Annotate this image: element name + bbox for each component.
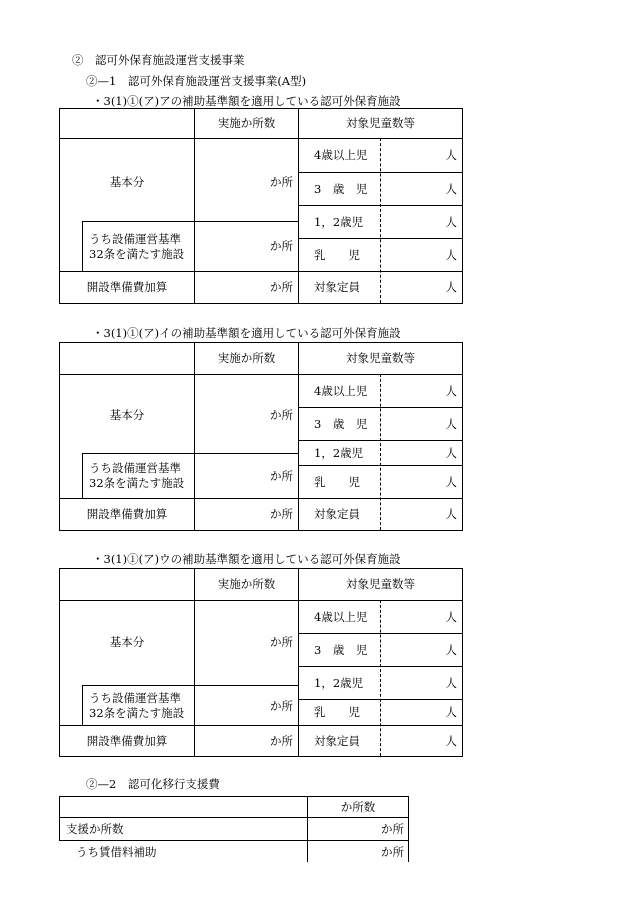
subset-label: うち設備運営基準 32条を満たす施設 xyxy=(89,231,185,261)
age12-unit: 人 xyxy=(445,445,457,460)
age12-label: 1，2歳児 xyxy=(314,445,364,460)
age3-unit: 人 xyxy=(445,642,457,657)
age12-label: 1，2歳児 xyxy=(314,675,364,690)
table-caption: ・3(1)①(ア)ウの補助基準額を適用している認可外保育施設 xyxy=(92,552,401,566)
age3-label: 3 歳 児 xyxy=(314,181,368,196)
basic-unit: か所 xyxy=(270,407,293,422)
opening-prep-label: 開設準備費加算 xyxy=(86,507,168,522)
rent-subsidy-unit: か所 xyxy=(381,844,404,859)
facility-count-header: 実施か所数 xyxy=(217,350,276,365)
support-count-label: 支援か所数 xyxy=(66,821,124,836)
opening-prep-unit: か所 xyxy=(270,507,293,522)
subsection-title-a-type: ②—1 認可外保育施設運営支援事業(A型) xyxy=(86,74,307,88)
opening-prep-unit: か所 xyxy=(270,280,293,295)
opening-prep-label: 開設準備費加算 xyxy=(86,280,168,295)
age4-unit: 人 xyxy=(445,383,457,398)
subsection-title-transition: ②—2 認可化移行支援費 xyxy=(86,777,220,791)
support-count-unit: か所 xyxy=(381,821,404,836)
basic-label: 基本分 xyxy=(109,407,145,422)
subset-label: うち設備運営基準 32条を満たす施設 xyxy=(89,461,185,490)
infant-label: 乳 児 xyxy=(314,247,360,262)
facility-count-header: 実施か所数 xyxy=(217,115,276,130)
age12-unit: 人 xyxy=(445,675,457,690)
rent-subsidy-label: うち賃借料補助 xyxy=(76,844,157,859)
facility-count-header: 実施か所数 xyxy=(217,576,276,591)
section-title: ② 認可外保育施設運営支援事業 xyxy=(72,53,245,67)
age3-label: 3 歳 児 xyxy=(314,416,368,431)
children-header: 対象児童数等 xyxy=(346,576,415,591)
basic-unit: か所 xyxy=(270,174,293,189)
capacity-label: 対象定員 xyxy=(314,507,360,522)
age4-unit: 人 xyxy=(445,609,457,624)
capacity-unit: 人 xyxy=(445,733,457,748)
capacity-label: 対象定員 xyxy=(314,733,360,748)
infant-unit: 人 xyxy=(445,705,457,720)
subset-label: うち設備運営基準 32条を満たす施設 xyxy=(89,690,185,720)
age3-unit: 人 xyxy=(445,181,457,196)
age4-unit: 人 xyxy=(445,148,457,163)
infant-label: 乳 児 xyxy=(314,705,360,720)
capacity-unit: 人 xyxy=(445,507,457,522)
infant-label: 乳 児 xyxy=(314,474,360,489)
table-caption: ・3(1)①(ア)イの補助基準額を適用している認可外保育施設 xyxy=(92,326,401,340)
subset-unit: か所 xyxy=(270,468,293,483)
infant-unit: 人 xyxy=(445,247,457,262)
infant-unit: 人 xyxy=(445,474,457,489)
children-header: 対象児童数等 xyxy=(346,350,415,365)
children-header: 対象児童数等 xyxy=(346,115,415,130)
opening-prep-unit: か所 xyxy=(270,733,293,748)
age4-label: 4歳以上児 xyxy=(314,148,368,163)
support-count-header: か所数 xyxy=(340,799,376,814)
capacity-unit: 人 xyxy=(445,280,457,295)
subset-unit: か所 xyxy=(270,238,293,253)
basic-label: 基本分 xyxy=(109,174,145,189)
age3-unit: 人 xyxy=(445,416,457,431)
age4-label: 4歳以上児 xyxy=(314,383,368,398)
capacity-label: 対象定員 xyxy=(314,280,360,295)
age12-label: 1，2歳児 xyxy=(314,214,364,229)
age3-label: 3 歳 児 xyxy=(314,642,368,657)
basic-label: 基本分 xyxy=(109,634,145,649)
opening-prep-label: 開設準備費加算 xyxy=(86,733,168,748)
age4-label: 4歳以上児 xyxy=(314,609,368,624)
subset-unit: か所 xyxy=(270,698,293,713)
basic-unit: か所 xyxy=(270,634,293,649)
table-caption: ・3(1)①(ア)アの補助基準額を適用している認可外保育施設 xyxy=(92,94,401,108)
age12-unit: 人 xyxy=(445,214,457,229)
